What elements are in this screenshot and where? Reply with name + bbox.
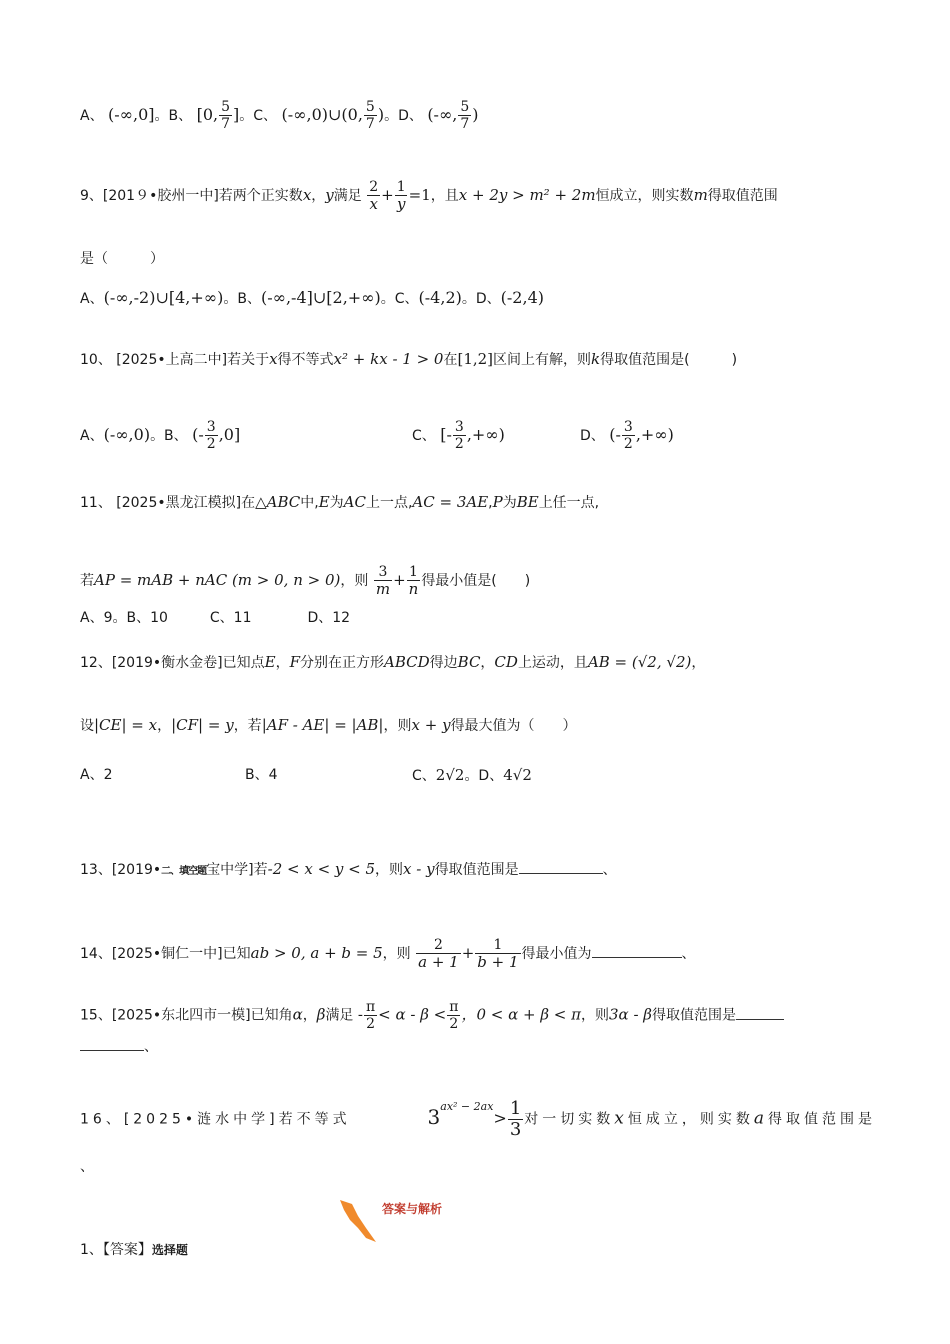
q10-option-a: (-∞,0) (103, 425, 151, 444)
q12-option-d: 4√2 (503, 766, 532, 784)
q9-options: A、(-∞,-2)∪[4,+∞)。B、(-∞,-4]∪[2,+∞)。C、(-4,2)。D、(-2,4) (80, 288, 544, 307)
q9-stem: 9、[201９•胶州一中]若两个正实数x，y满足 $\frac{2}{x}$ + $\frac{1}{y}$ =1，且x + 2y > m² + 2m恒成立，则实数m得取值范围 (80, 179, 778, 213)
answer-1: 1、【答案】选择题 (80, 1242, 188, 1258)
q16-exponential: $3^{ax^2 - 2ax}$ (427, 1099, 494, 1129)
section-one-title: 选择题 (151, 1243, 188, 1257)
q12-option-a: A、2 (80, 767, 113, 783)
q12-option-b: B、4 (245, 767, 278, 783)
q16-stem: 16、[2025•涟水中学]若不等式 $3^{ax^2 - 2ax}>$ $\frac{1}{3}$ 对一切实数x恒成立，则实数a得取值范围是 (80, 1098, 877, 1140)
q9-option-b: (-∞,-4]∪[2,+∞) (260, 288, 381, 307)
decorative-ribbon-icon (336, 1198, 382, 1246)
q10-stem: 10、 [2025•上高二中]若关于x得不等式x² + kx - 1 > 0在[1,2]区间上有解，则k得取值范围是( ) (80, 350, 738, 368)
q8-option-b: [0, $\frac{5}{7}$ ] (196, 99, 240, 132)
q11-stem: 11、 [2025•黑龙江模拟]在△ABC中,E为AC上一点,AC = 3AE,P为BE上任一点, (80, 493, 600, 511)
q14-stem: 14、[2025•铜仁一中]已知ab > 0, a + b = 5，则 $\frac{2}{a + 1}$ + $\frac{1}{b + 1}$ 得最小值为 、 (80, 937, 696, 971)
q12-option-c: 2√2 (435, 766, 465, 784)
q10-option-c-wrap: C、 [- $\frac{3}{2}$ ,+∞) (412, 419, 505, 452)
q13-stem: 13、[2019•二、填空题宝中学]若-2 < x < y < 5，则x - y得取值范围是 、 (80, 860, 617, 878)
q8-label-d: 。D、 (384, 108, 423, 124)
q10-option-d-wrap: D、 (- $\frac{3}{2}$ ,+∞) (580, 419, 674, 452)
q16-stem-line2: 、 (80, 1159, 94, 1175)
q10-options-ab: A、(-∞,0)。B、 (- $\frac{3}{2}$ ,0] (80, 419, 241, 452)
q15-answer-blank[interactable] (736, 1019, 784, 1020)
q15-stem: 15、[2025•东北四市一模]已知角α，β满足 - $\frac{\pi}{2}$ < α - β < $\frac{\pi}{2}$ ，0 < α + β < π，则3α - β得取值范围是 (80, 1000, 784, 1031)
q11-options: A、9。B、10 C、11 D、12 (80, 610, 351, 626)
q15-answer-blank-2[interactable] (80, 1050, 144, 1051)
q8-options (80, 100, 479, 131)
q14-answer-blank[interactable] (592, 957, 682, 958)
q8-label-c: 。C、 (239, 108, 278, 124)
q8-option-d: (-∞, $\frac{5}{7}$ ) (427, 99, 479, 132)
q9-option-c: (-4,2) (418, 288, 462, 307)
answers-section-title: 答案与解析 (382, 1202, 443, 1216)
section-two-title: 二、填空题 (161, 866, 207, 877)
q8-option-c: (-∞,0)∪(0, $\frac{5}{7}$ ) (281, 99, 385, 132)
q13-answer-blank[interactable] (519, 873, 603, 874)
q10-option-b: (- $\frac{3}{2}$ ,0] (192, 419, 241, 452)
q12-stem-line2: 设|CE| = x，|CF| = y，若|AF - AE| = |AB|，则x + y得最大值为（ ） (80, 716, 577, 734)
q9-stem-line2: 是（ ） (80, 251, 164, 267)
q9-option-d: (-2,4) (500, 288, 544, 307)
q8-option-a: (-∞,0] (108, 105, 155, 124)
q15-stem-line2: 、 (80, 1040, 158, 1054)
q9-option-a: (-∞,-2)∪[4,+∞) (103, 288, 224, 307)
q8-label-b: 。B、 (154, 108, 193, 124)
q12-stem: 12、[2019•衡水金卷]已知点E，F分别在正方形ABCD得边BC，CD上运动，且AB = (√2, √2)， (80, 653, 706, 671)
q11-stem-line2: 若AP = mAB + nAC (m > 0, n > 0)，则 $\frac{3}{m}$ + $\frac{1}{n}$ 得最小值是( ) (80, 564, 531, 598)
q10-option-d: (- $\frac{3}{2}$ ,+∞) (609, 419, 674, 452)
q10-option-c: [- $\frac{3}{2}$ ,+∞) (440, 419, 505, 452)
q12-options-cd: C、2√2。D、4√2 (412, 766, 532, 784)
q8-label-a: A、 (80, 108, 104, 124)
